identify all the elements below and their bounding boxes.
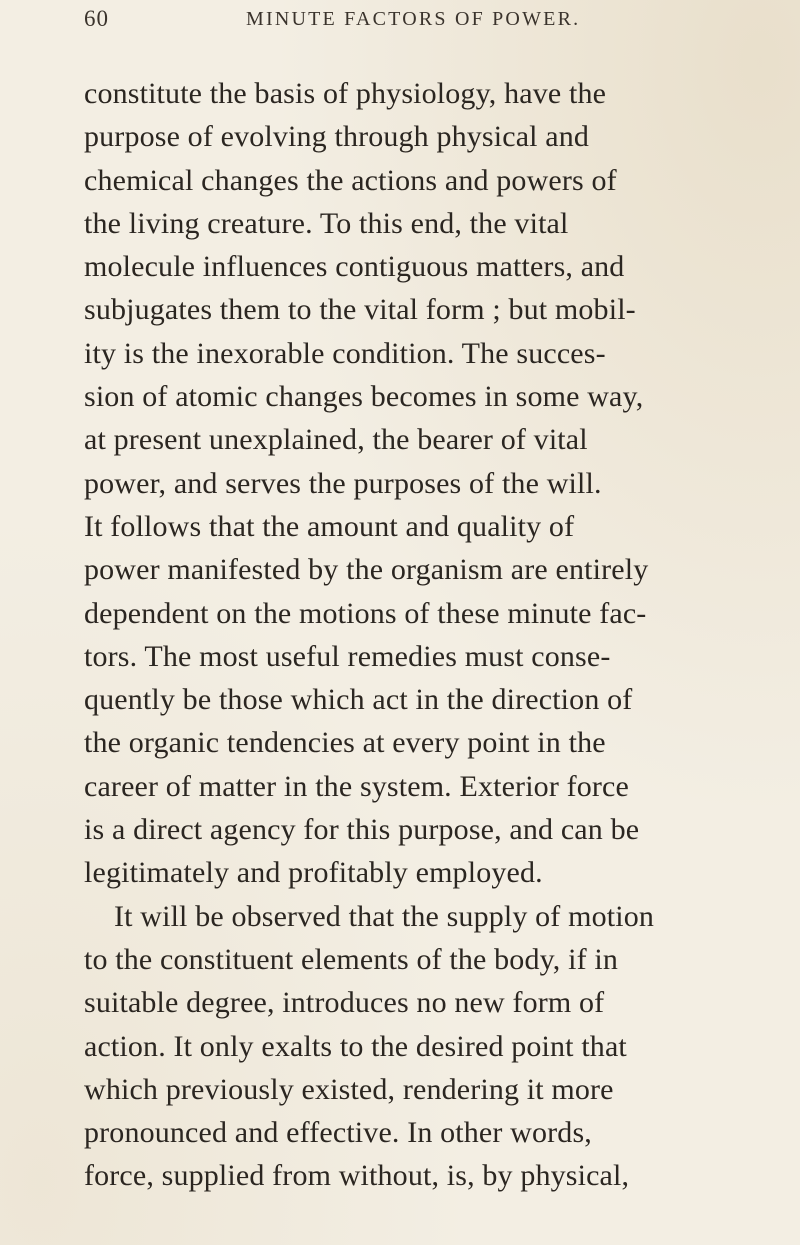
- text-line: force, supplied from without, is, by physical,: [84, 1159, 630, 1193]
- text-line: chemical changes the actions and powers of: [84, 163, 617, 197]
- running-title: MINUTE FACTORS OF POWER.: [246, 8, 581, 30]
- text-line: sion of atomic changes becomes in some way,: [84, 380, 644, 414]
- text-line: at present unexplained, the bearer of vital: [84, 423, 588, 457]
- text-line: tors. The most useful remedies must conse-: [84, 639, 611, 673]
- page-number: 60: [84, 6, 109, 31]
- text-line: to the constituent elements of the body, if in: [84, 942, 619, 976]
- text-line: action. It only exalts to the desired point that: [84, 1029, 627, 1063]
- text-line: It follows that the amount and quality of: [84, 509, 575, 543]
- text-line: subjugates them to the vital form ; but mobil-: [84, 293, 636, 327]
- text-line: is a direct agency for this purpose, and can be: [84, 813, 640, 847]
- text-line: the living creature. To this end, the vital: [84, 206, 569, 240]
- body-text: [84, 72, 774, 1198]
- text-line: which previously existed, rendering it more: [84, 1072, 614, 1106]
- text-line: power manifested by the organism are entirely: [84, 553, 649, 587]
- text-line: the organic tendencies at every point in the: [84, 726, 606, 760]
- text-line: quently be those which act in the direction of: [84, 683, 633, 717]
- text-line: power, and serves the purposes of the will.: [84, 466, 602, 500]
- running-head: [0, 2, 800, 42]
- text-line: molecule influences contiguous matters, and: [84, 250, 625, 284]
- text-line: ity is the inexorable condition. The succes-: [84, 336, 606, 370]
- text-line: career of matter in the system. Exterior force: [84, 769, 629, 803]
- text-line: suitable degree, introduces no new form of: [84, 986, 605, 1020]
- text-line: legitimately and profitably employed.: [84, 856, 543, 890]
- text-line: constitute the basis of physiology, have the: [84, 77, 607, 110]
- text-line: purpose of evolving through physical and: [84, 120, 590, 154]
- text-line: pronounced and effective. In other words,: [84, 1116, 592, 1150]
- paragraph-start-line: It will be observed that the supply of motion: [114, 899, 654, 933]
- text-line: dependent on the motions of these minute fac-: [84, 596, 647, 630]
